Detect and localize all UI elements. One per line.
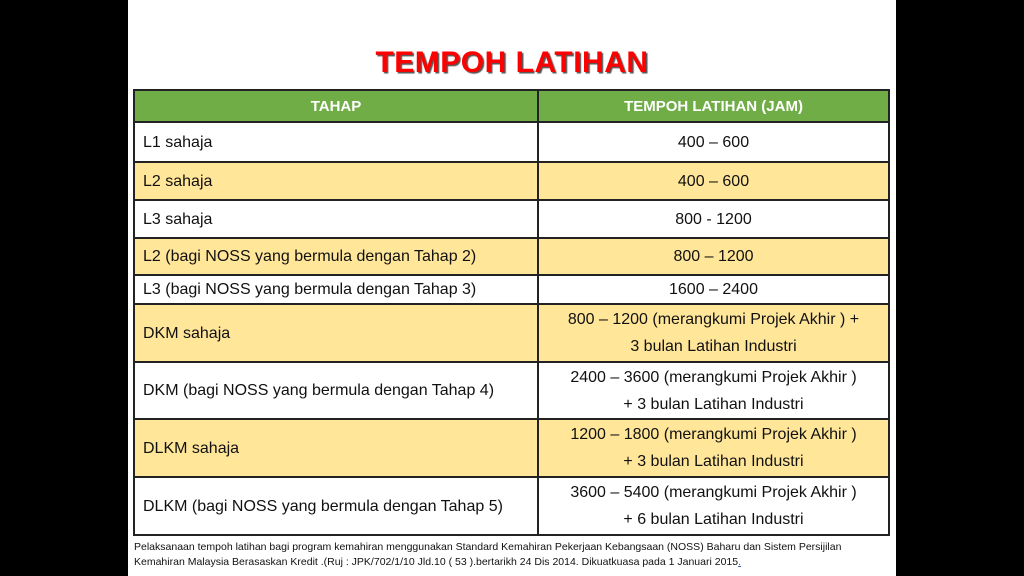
tahap-cell: DLKM sahaja xyxy=(134,419,538,477)
tempoh-cell xyxy=(538,304,889,362)
table-row xyxy=(134,477,889,535)
tempoh-cell xyxy=(538,362,889,419)
footnote-link[interactable]: . xyxy=(738,556,742,568)
tahap-cell: L2 (bagi NOSS yang bermula dengan Tahap 2) xyxy=(134,238,538,275)
tempoh-cell xyxy=(538,419,889,477)
header-tahap: TAHAP xyxy=(134,90,538,122)
footnote xyxy=(134,540,894,570)
tempoh-line2: + 3 bulan Latihan Industri xyxy=(623,453,804,470)
tahap-cell: DKM sahaja xyxy=(134,304,538,362)
tempoh-line2: + 6 bulan Latihan Industri xyxy=(623,511,804,528)
tempoh-line1: 800 – 1200 (merangkumi Projek Akhir ) + xyxy=(567,311,860,328)
table-row xyxy=(134,275,889,304)
tempoh-cell: 800 – 1200 xyxy=(538,238,889,275)
tempoh-line2: 3 bulan Latihan Industri xyxy=(630,338,797,355)
table-header-row xyxy=(134,90,889,122)
tempoh-cell: 1600 – 2400 xyxy=(538,275,889,304)
table-row xyxy=(134,362,889,419)
tahap-cell: L2 sahaja xyxy=(134,162,538,200)
tempoh-cell xyxy=(538,477,889,535)
table-row xyxy=(134,200,889,238)
table-row xyxy=(134,122,889,162)
slide xyxy=(128,0,896,576)
tempoh-cell: 400 – 600 xyxy=(538,122,889,162)
tahap-cell: L1 sahaja xyxy=(134,122,538,162)
tahap-cell: DLKM (bagi NOSS yang bermula dengan Tahap 5) xyxy=(134,477,538,535)
tahap-cell: DKM (bagi NOSS yang bermula dengan Tahap 4) xyxy=(134,362,538,419)
table-row xyxy=(134,162,889,200)
tempoh-cell: 400 – 600 xyxy=(538,162,889,200)
tempoh-line2: + 3 bulan Latihan Industri xyxy=(623,395,804,413)
tempoh-line1: 2400 – 3600 (merangkumi Projek Akhir ) xyxy=(570,368,857,386)
table-row xyxy=(134,419,889,477)
tempoh-cell: 800 - 1200 xyxy=(538,200,889,238)
tempoh-line1: 1200 – 1800 (merangkumi Projek Akhir ) xyxy=(570,426,857,443)
tempoh-line1: 3600 – 5400 (merangkumi Projek Akhir ) xyxy=(570,484,857,501)
tahap-cell: L3 sahaja xyxy=(134,200,538,238)
header-tempoh: TEMPOH LATIHAN (JAM) xyxy=(538,90,889,122)
table-row xyxy=(134,238,889,275)
slide-title: TEMPOH LATIHAN xyxy=(375,46,649,79)
tahap-cell: L3 (bagi NOSS yang bermula dengan Tahap 3) xyxy=(134,275,538,304)
table-row xyxy=(134,304,889,362)
footnote-text: Pelaksanaan tempoh latihan bagi program kemahiran menggunakan Standard Kemahiran Pekerjaan Kebangsaan (NOSS) Baharu dan Sistem Persijilan Kemahiran Malaysia Berasaskan Kredit .(Ruj : JPK/702/1/10 Jld.10 ( 53 ).bertarikh 24 Dis 2014. Dikuatkuasa pada 1 Januari 2015 xyxy=(134,541,842,568)
training-duration-table xyxy=(133,89,890,536)
